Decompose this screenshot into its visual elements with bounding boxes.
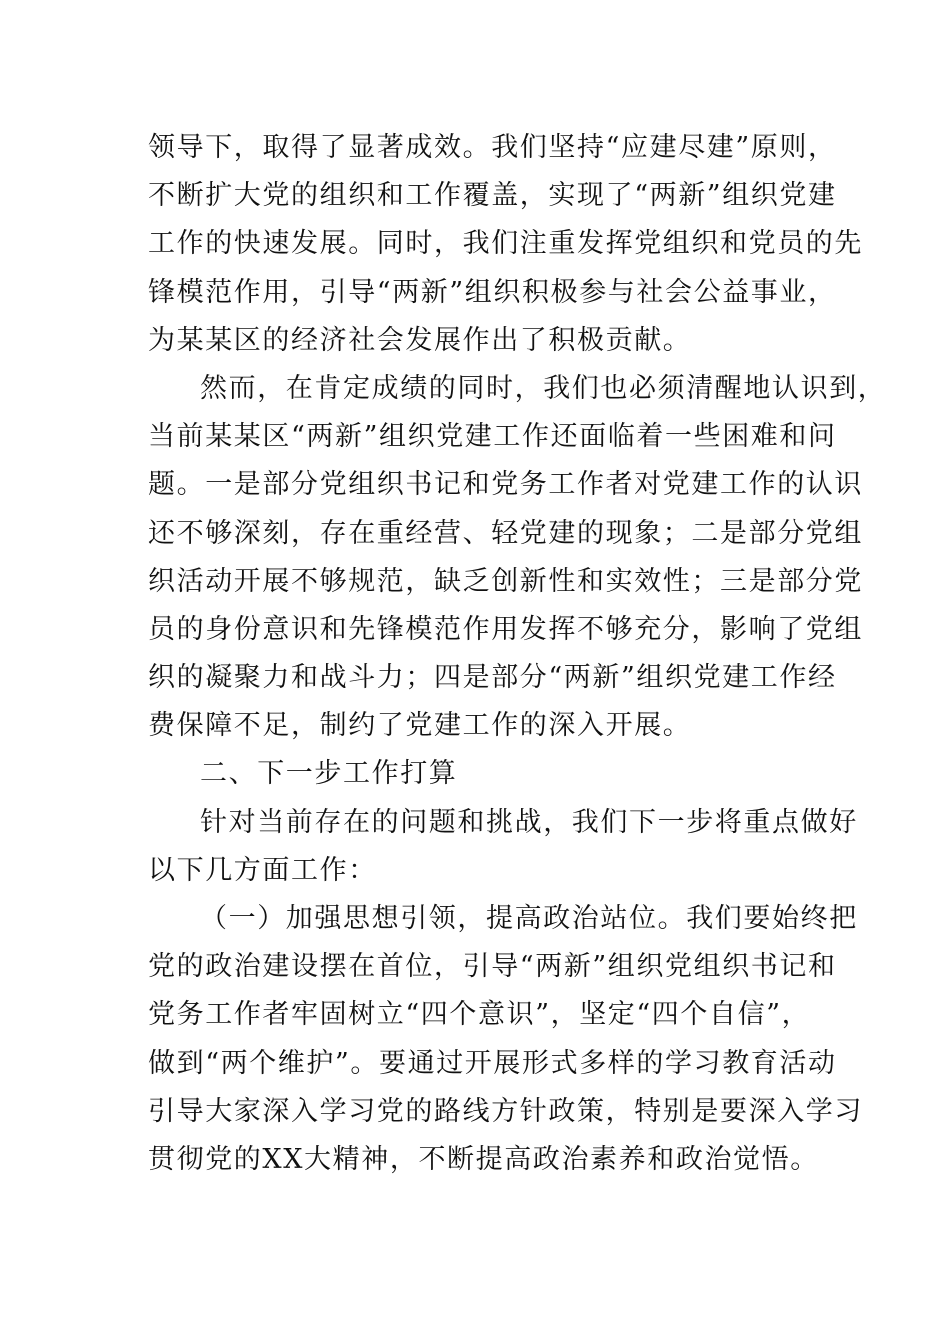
text-line: 费保障不足，制约了党建工作的深入开展。 [148,710,692,742]
document-body [148,124,887,1184]
text-line: 工作的快速发展。同时，我们注重发挥党组织和党员的先 [148,228,863,260]
paragraph-first-line: 针对当前存在的问题和挑战，我们下一步将重点做好 [200,806,858,838]
text-line: 还不够深刻，存在重经营、轻党建的现象；二是部分党组 [148,517,863,549]
paragraph-first-line: 然而，在肯定成绩的同时，我们也必须清醒地认识到， [200,372,887,404]
text-line: 锋模范作用，引导“两新”组织积极参与社会公益事业， [148,276,837,308]
text-line: 引导大家深入学习党的路线方针政策，特别是要深入学习 [148,1095,863,1127]
section-heading: 二、下一步工作打算 [200,758,458,790]
text-line: 员的身份意识和先锋模范作用发挥不够充分，影响了党组 [148,613,863,645]
paragraph-first-line: （一）加强思想引领，提高政治站位。我们要始终把 [200,903,858,934]
text-line: 织活动开展不够规范，缺乏创新性和实效性；三是部分党 [148,565,863,597]
text-line: 当前某某区“两新”组织党建工作还面临着一些困难和问 [148,421,837,453]
text-line: 以下几方面工作： [148,854,377,886]
text-line: 做到“两个维护”。要通过开展形式多样的学习教育活动 [148,1047,837,1079]
text-line: 不断扩大党的组织和工作覆盖，实现了“两新”组织党建 [148,180,837,212]
text-line: 为某某区的经济社会发展作出了积极贡献。 [148,324,692,356]
text-line: 织的凝聚力和战斗力；四是部分“两新”组织党建工作经 [148,662,837,694]
text-line: 党务工作者牢固树立“四个意识”，坚定“四个自信”， [148,999,811,1031]
text-line: 贯彻党的XX大精神，不断提高政治素养和政治觉悟。 [148,1143,819,1175]
text-line: 党的政治建设摆在首位，引导“两新”组织党组织书记和 [148,951,837,983]
text-line: 题。一是部分党组织书记和党务工作者对党建工作的认识 [148,469,863,501]
text-line: 领导下，取得了显著成效。我们坚持“应建尽建”原则， [148,132,837,163]
